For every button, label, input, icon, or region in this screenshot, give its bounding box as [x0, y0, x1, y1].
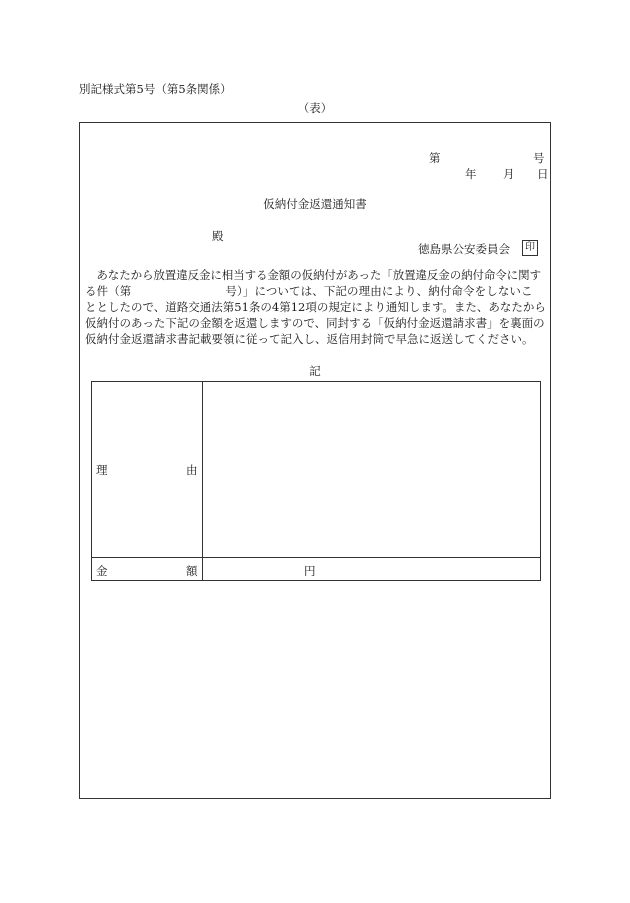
- ki-heading: 記: [309, 364, 321, 378]
- seal-box: 印: [522, 240, 538, 256]
- form-id-label: 別記様式第5号（第5条関係）: [79, 82, 232, 96]
- number-suffix: 号: [533, 151, 545, 165]
- body-line-1: あなたから放置違反金に相当する金額の仮納付があった「放置違反金の納付命令に関す: [96, 268, 541, 282]
- body-line-4: 仮納付のあった下記の金額を返還しますので、同封する「仮納付金返還請求書」を裏面の: [85, 316, 545, 330]
- body-line-2: る件（第 号）」については、下記の理由により、納付命令をしないこ: [85, 284, 533, 298]
- body-line-3: ととしたので、道路交通法第51条の4第12項の規定により通知します。また、あなたから: [85, 300, 546, 314]
- date-day: 日: [537, 167, 549, 181]
- reason-label-left: 理: [96, 463, 108, 477]
- details-table: [91, 381, 541, 581]
- face-label: （表）: [297, 101, 333, 115]
- date-year: 年: [465, 167, 477, 181]
- amount-label-right: 額: [186, 564, 198, 578]
- amount-unit: 円: [304, 564, 316, 578]
- date-month: 月: [503, 167, 515, 181]
- body-text: [85, 267, 547, 347]
- table-divider-horizontal: [91, 557, 541, 558]
- table-divider-vertical: [202, 381, 203, 581]
- reason-label-right: 由: [186, 463, 198, 477]
- number-prefix: 第: [429, 151, 441, 165]
- addressee-suffix: 殿: [212, 229, 224, 243]
- amount-label-left: 金: [96, 564, 108, 578]
- sender-name: 徳島県公安委員会: [418, 242, 510, 256]
- document-title: 仮納付金返還通知書: [263, 197, 367, 211]
- body-line-5: 仮納付金返還請求書記載要領に従って記入し、返信用封筒で早急に返送してください。: [85, 332, 534, 346]
